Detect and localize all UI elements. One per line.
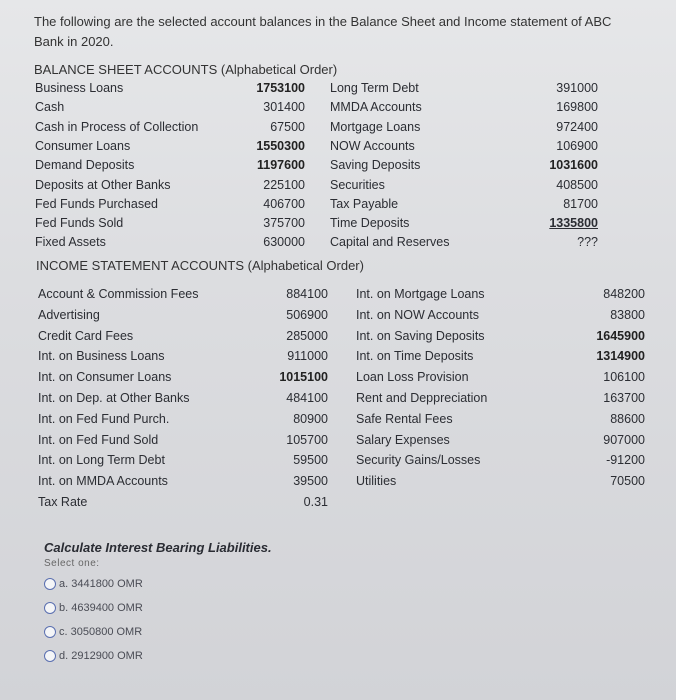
- account-value: 83800: [610, 307, 645, 322]
- account-value: 59500: [293, 453, 328, 468]
- account-label: Time Deposits: [330, 216, 410, 231]
- account-label: Tax Rate: [38, 495, 88, 509]
- account-value: 67500: [270, 119, 305, 134]
- account-label: Credit Card Fees: [38, 328, 134, 343]
- account-label: Int. on Time Deposits: [356, 349, 474, 364]
- account-value: 105700: [286, 432, 328, 447]
- account-label: Cash in Process of Collection: [35, 119, 199, 134]
- account-label: NOW Accounts: [330, 138, 415, 153]
- account-value: 630000: [263, 235, 305, 250]
- account-label: Capital and Reserves: [330, 235, 450, 250]
- account-label: Loan Loss Provision: [356, 370, 469, 385]
- account-label: Fed Funds Sold: [35, 216, 124, 231]
- account-label: Int. on MMDA Accounts: [38, 474, 168, 489]
- income-statement-title: INCOME STATEMENT ACCOUNTS (Alphabetical Order): [36, 258, 364, 273]
- account-label: Mortgage Loans: [330, 119, 421, 134]
- intro-text: The following are the selected account balances in the Balance Sheet and Income statement of ABC Bank in 2020.: [34, 14, 612, 49]
- account-label: Int. on Long Term Debt: [38, 453, 165, 468]
- account-label: Securities: [330, 177, 385, 192]
- account-label: Safe Rental Fees: [356, 411, 453, 426]
- radio-button[interactable]: [44, 626, 56, 638]
- balance-sheet-title: BALANCE SHEET ACCOUNTS (Alphabetical Order): [34, 62, 338, 77]
- account-label: Fixed Assets: [35, 235, 106, 250]
- account-value: 1197600: [257, 158, 305, 173]
- account-label: Consumer Loans: [35, 138, 131, 153]
- account-value: 1645900: [596, 328, 645, 343]
- account-value: 408500: [556, 177, 598, 192]
- account-value: 1335800: [549, 216, 598, 231]
- account-label: Fed Funds Purchased: [35, 196, 158, 211]
- account-label: MMDA Accounts: [330, 100, 422, 115]
- answer-option[interactable]: [44, 578, 143, 590]
- account-label: Business Loans: [35, 81, 124, 95]
- account-label: Int. on Fed Fund Sold: [38, 432, 159, 447]
- account-label: Deposits at Other Banks: [35, 177, 171, 192]
- account-value: 80900: [293, 411, 328, 426]
- account-label: Int. on Consumer Loans: [38, 370, 172, 385]
- account-value: -91200: [606, 453, 645, 468]
- account-label: Saving Deposits: [330, 158, 421, 173]
- account-label: Advertising: [38, 307, 100, 322]
- account-value: 972400: [556, 119, 598, 134]
- account-label: Cash: [35, 100, 65, 115]
- account-value: 285000: [286, 328, 328, 343]
- account-value: 0.31: [303, 495, 328, 509]
- account-label: Security Gains/Losses: [356, 453, 481, 468]
- account-label: Int. on Fed Fund Purch.: [38, 411, 170, 426]
- account-value: 106100: [603, 370, 645, 385]
- radio-button[interactable]: [44, 650, 56, 662]
- answer-option-label: c. 3050800 OMR: [59, 626, 143, 638]
- account-label: Int. on Dep. at Other Banks: [38, 391, 190, 405]
- radio-button[interactable]: [44, 578, 56, 590]
- account-value: 70500: [610, 474, 645, 489]
- account-label: Long Term Debt: [330, 81, 419, 95]
- answer-option-label: a. 3441800 OMR: [59, 578, 143, 590]
- account-value: 506900: [286, 307, 328, 322]
- account-label: Int. on NOW Accounts: [356, 307, 479, 322]
- account-label: Salary Expenses: [356, 432, 450, 447]
- account-label: Account & Commission Fees: [38, 287, 199, 301]
- account-label: Demand Deposits: [35, 158, 135, 173]
- account-value: 911000: [287, 349, 328, 364]
- account-value: 391000: [556, 81, 598, 95]
- answer-option[interactable]: [44, 650, 143, 662]
- account-value: 301400: [263, 100, 305, 115]
- answer-option-label: d. 2912900 OMR: [59, 650, 143, 662]
- answer-option-label: b. 4639400 OMR: [59, 602, 143, 614]
- account-value: 1753100: [256, 81, 305, 95]
- account-label: Rent and Deppreciation: [356, 391, 488, 405]
- account-value: 1015100: [279, 370, 328, 385]
- account-label: Utilities: [356, 474, 397, 489]
- account-value: 406700: [263, 196, 305, 211]
- account-value: 375700: [263, 216, 305, 231]
- question-text: Calculate Interest Bearing Liabilities.: [44, 540, 272, 555]
- account-value: 169800: [556, 100, 598, 115]
- account-value: 848200: [603, 287, 645, 301]
- account-value: 907000: [603, 432, 645, 447]
- account-value: 163700: [603, 391, 645, 405]
- account-value: 1314900: [596, 349, 645, 364]
- account-value: 81700: [563, 196, 598, 211]
- account-value: 225100: [263, 177, 305, 192]
- account-label: Int. on Business Loans: [38, 349, 165, 364]
- select-one-label: Select one:: [44, 558, 100, 569]
- account-value: ???: [577, 235, 598, 250]
- radio-button[interactable]: [44, 602, 56, 614]
- account-value: 88600: [610, 411, 645, 426]
- account-label: Tax Payable: [330, 196, 399, 211]
- account-value: 1550300: [256, 138, 305, 153]
- answer-option[interactable]: [44, 626, 142, 638]
- account-label: Int. on Saving Deposits: [356, 328, 485, 343]
- account-value: 1031600: [549, 158, 598, 173]
- account-value: 484100: [286, 391, 328, 405]
- account-value: 39500: [293, 474, 328, 489]
- account-value: 106900: [556, 138, 598, 153]
- account-value: 884100: [286, 287, 328, 301]
- answer-option[interactable]: [44, 602, 143, 614]
- account-label: Int. on Mortgage Loans: [356, 287, 485, 301]
